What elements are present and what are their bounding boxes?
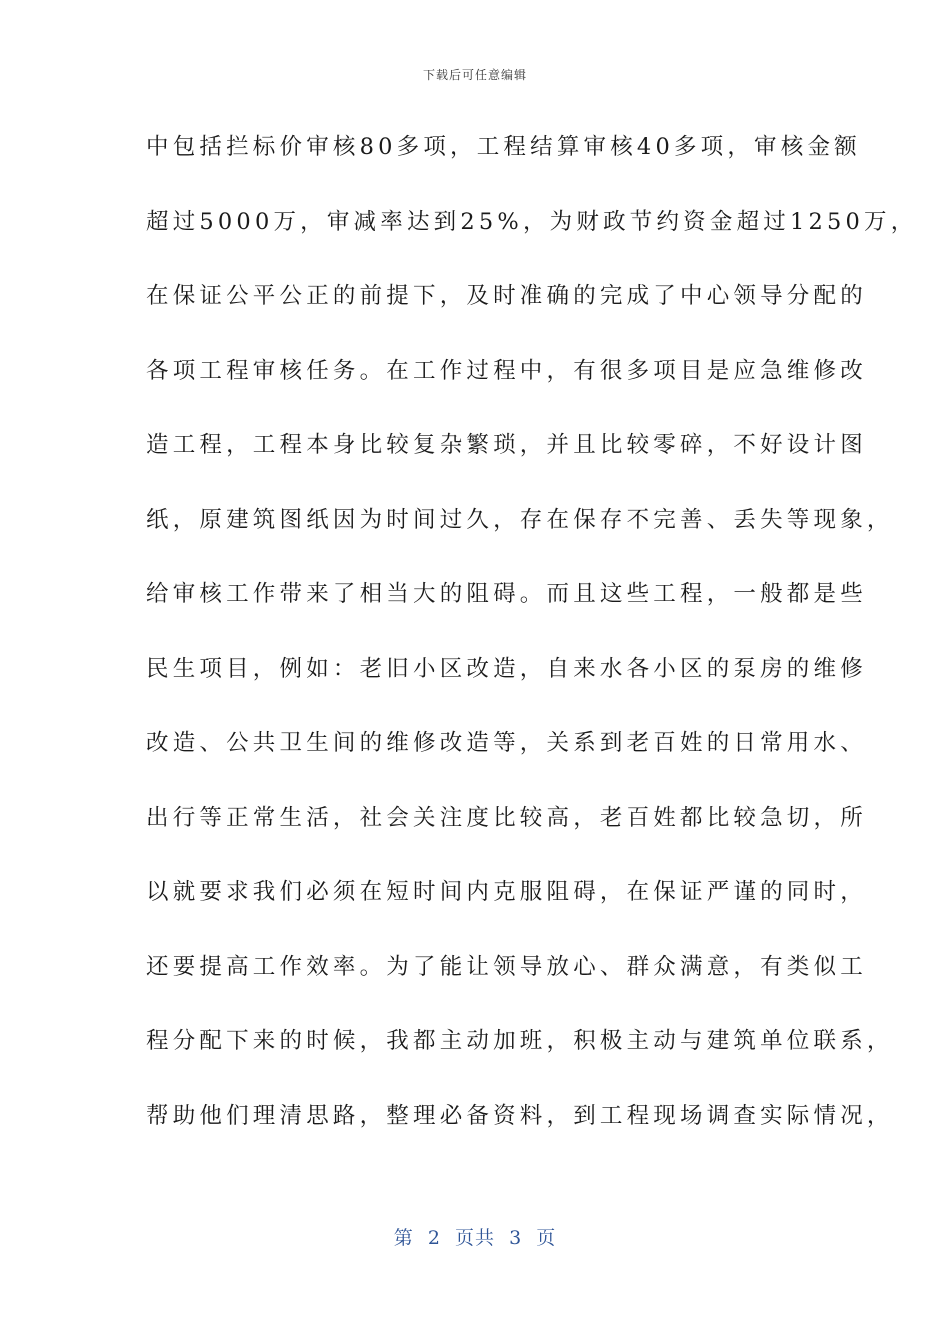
page-number-footer: 第 2 页共 3 页 — [393, 1227, 557, 1249]
body-line: 超过5000万，审减率达到25%，为财政节约资金超过1250万， — [146, 208, 918, 235]
body-line: 各项工程审核任务。在工作过程中，有很多项目是应急维修改 — [146, 357, 867, 384]
body-line: 以就要求我们必须在短时间内克服阻碍，在保证严谨的同时， — [146, 879, 867, 905]
body-line: 民生项目，例如：老旧小区改造，自来水各小区的泵房的维修 — [146, 655, 867, 682]
body-line: 给审核工作带来了相当大的阻碍。而且这些工程，一般都是些 — [146, 581, 867, 607]
body-line: 中包括拦标价审核80多项，工程结算审核40多项，审核金额 — [146, 134, 861, 160]
body-line: 造工程，工程本身比较复杂繁琐，并且比较零碎，不好设计图 — [146, 432, 867, 458]
document-body — [146, 120, 918, 1163]
body-line: 在保证公平公正的前提下，及时准确的完成了中心领导分配的 — [146, 283, 867, 309]
body-line: 还要提高工作效率。为了能让领导放心、群众满意，有类似工 — [146, 953, 867, 980]
body-line: 改造、公共卫生间的维修改造等，关系到老百姓的日常用水、 — [146, 730, 867, 756]
body-line: 纸，原建筑图纸因为时间过久，存在保存不完善、丢失等现象， — [146, 506, 894, 533]
body-line: 程分配下来的时候，我都主动加班，积极主动与建筑单位联系， — [146, 1028, 894, 1054]
body-line: 出行等正常生活，社会关注度比较高，老百姓都比较急切，所 — [146, 804, 867, 831]
header-note: 下载后可任意编辑 — [422, 68, 527, 82]
body-line: 帮助他们理清思路，整理必备资料，到工程现场调查实际情况， — [146, 1102, 894, 1129]
